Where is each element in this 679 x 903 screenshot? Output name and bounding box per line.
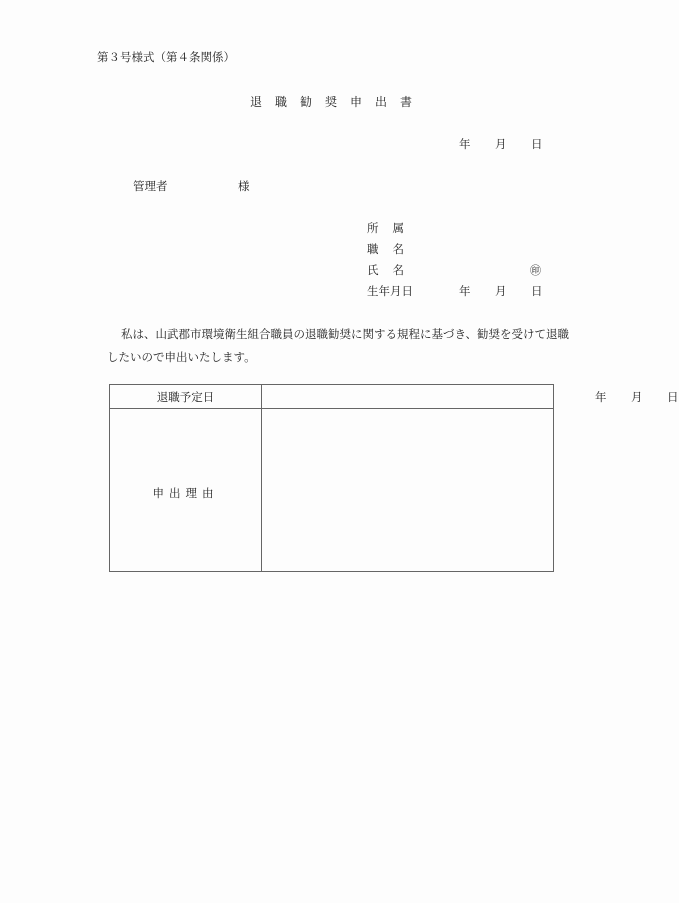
position-label: 職 名 (367, 242, 404, 256)
reason-field[interactable] (262, 409, 554, 572)
retirement-date-field[interactable]: 年 月 日 (262, 385, 554, 409)
name-label: 氏 名 (367, 263, 404, 277)
birth-month-label: 月 (495, 284, 507, 298)
reason-label: 申出理由 (110, 409, 262, 572)
date-day-label: 日 (531, 137, 543, 151)
affiliation-label: 所 属 (367, 221, 404, 235)
table-row (110, 409, 554, 572)
application-table (109, 384, 679, 572)
seal-mark: ㊞ (530, 264, 541, 277)
birthdate-label: 生年月日 (367, 284, 413, 298)
recipient-label: 管理者 (133, 179, 168, 193)
birth-day-label: 日 (531, 284, 543, 298)
date-year-label: 年 (459, 137, 471, 151)
page-title: 退職勧奨申出書 (250, 95, 426, 109)
retirement-date-label: 退職予定日 (110, 385, 262, 409)
table-row (110, 385, 554, 409)
form-number: 第３号様式（第４条関係） (97, 50, 235, 64)
birth-year-label: 年 (459, 284, 471, 298)
recipient-honorific: 様 (238, 179, 250, 193)
date-month-label: 月 (495, 137, 507, 151)
body-text: 私は、山武郡市環境衛生組合職員の退職勧奨に関する規程に基づき、勧奨を受けて退職したいので申出いたします。 (107, 327, 570, 364)
